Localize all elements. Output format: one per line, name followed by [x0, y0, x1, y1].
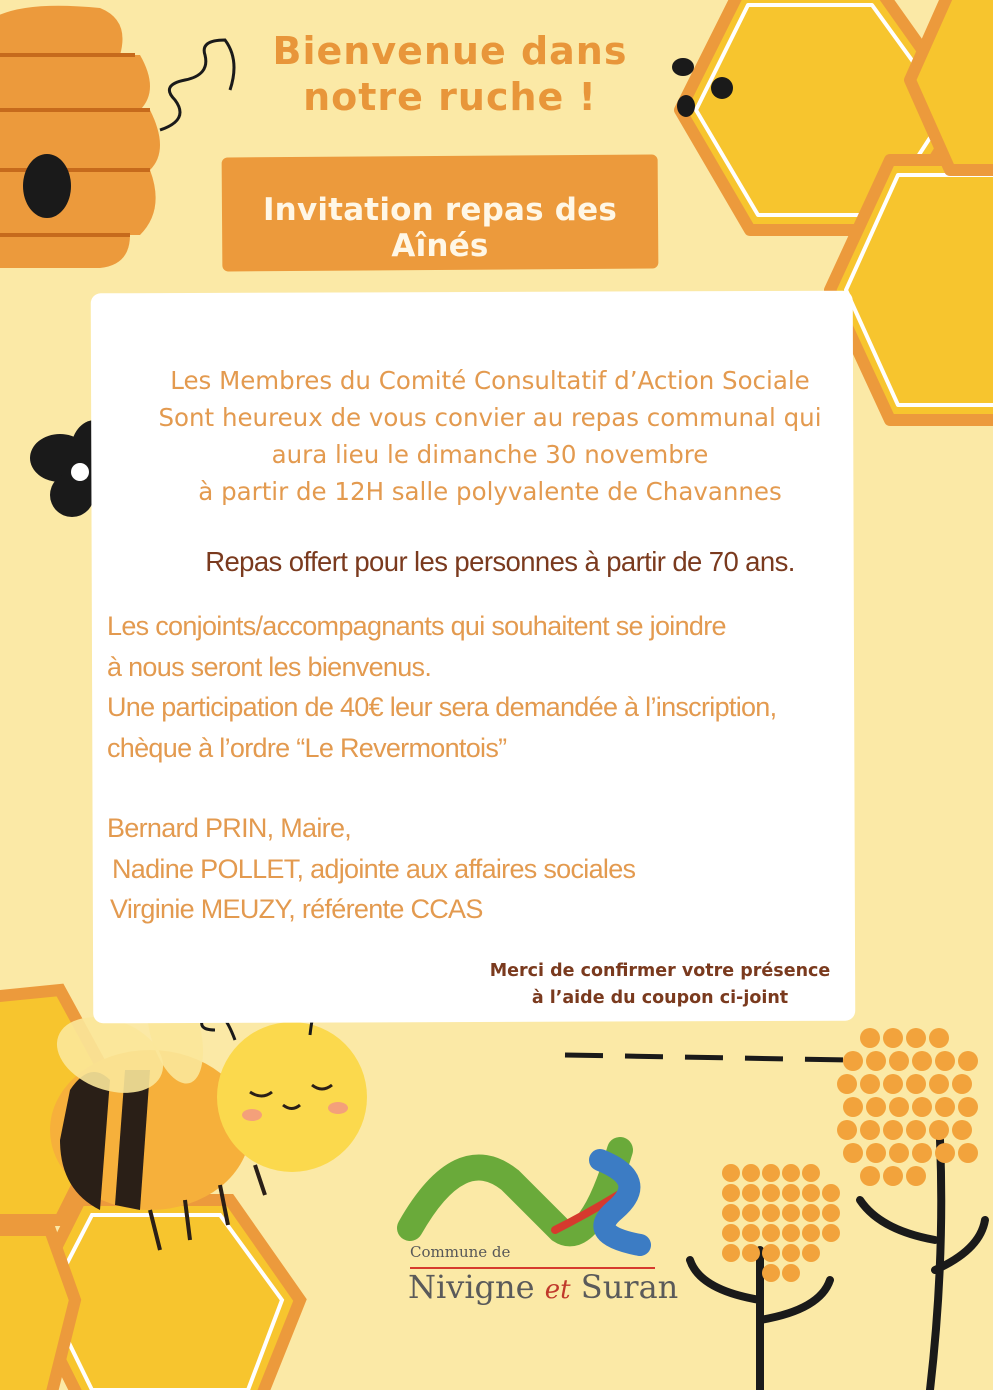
confirm-line: Merci de confirmer votre présence [489, 961, 831, 981]
flower-dot [762, 1244, 780, 1262]
flower-dot [860, 1028, 880, 1048]
flower-dot [802, 1204, 820, 1222]
flower-dot [958, 1097, 978, 1117]
flower-dot [912, 1051, 932, 1071]
flower-dot [762, 1164, 780, 1182]
flower-dot [883, 1120, 903, 1140]
flower-dot [822, 1184, 840, 1202]
flower-dot [860, 1166, 880, 1186]
flower-dot [958, 1143, 978, 1163]
flower-dot [722, 1164, 740, 1182]
flower-dot [837, 1074, 857, 1094]
flower-dot [860, 1074, 880, 1094]
flower-dot [843, 1143, 863, 1163]
flower-dot [906, 1166, 926, 1186]
flower-dot [742, 1164, 760, 1182]
flower-dot [883, 1028, 903, 1048]
guest-line: Les conjoints/accompagnants qui souhaitent se joindre [107, 611, 726, 641]
flower-dot [762, 1184, 780, 1202]
flower-dot [958, 1051, 978, 1071]
signature-line: Nadine POLLET, adjointe aux affaires sociales [112, 853, 636, 884]
signature-line: Virginie MEUZY, référente CCAS [110, 894, 483, 924]
flower-dot [762, 1224, 780, 1242]
flower-dot [722, 1244, 740, 1262]
flower-dot [906, 1120, 926, 1140]
beehive-icon [0, 6, 234, 268]
flower-dot [935, 1097, 955, 1117]
flower-dot [722, 1224, 740, 1242]
flower-dot [802, 1164, 820, 1182]
guest-line: chèque à l’ordre “Le Revermontois” [107, 732, 507, 763]
flower-dot [912, 1143, 932, 1163]
flower-dot [889, 1051, 909, 1071]
flower-dot [860, 1120, 880, 1140]
flower-dot [822, 1224, 840, 1242]
flower-dot [866, 1051, 886, 1071]
flower-dot [912, 1097, 932, 1117]
flower-dot [929, 1028, 949, 1048]
intro-paragraph [110, 362, 870, 510]
flower-dot [889, 1097, 909, 1117]
flower-dot [935, 1143, 955, 1163]
flower-dot [883, 1074, 903, 1094]
logo-name-part1: Nivigne [408, 1268, 535, 1306]
confirm-line: à l’aide du coupon ci-joint [531, 988, 789, 1008]
flower-dot [802, 1244, 820, 1262]
welcome-title [230, 28, 670, 120]
flower-dot [837, 1120, 857, 1140]
flower-dot [722, 1184, 740, 1202]
flower-dot [952, 1074, 972, 1094]
invitation-banner-text: Invitation repas des Aînés [262, 192, 618, 264]
flower-dot [742, 1184, 760, 1202]
offer-text: Repas offert pour les personnes à partir de 70 ans. [205, 546, 795, 577]
logo-name-part2: Suran [580, 1268, 679, 1306]
flower-dot [935, 1051, 955, 1071]
flower-dot [929, 1074, 949, 1094]
signature-block [107, 808, 867, 930]
title-line-2: notre ruche ! [303, 75, 597, 119]
flower-dot [883, 1166, 903, 1186]
flower-dot [782, 1204, 800, 1222]
flower-dot [929, 1120, 949, 1140]
flower-dot [866, 1143, 886, 1163]
flower-dot [782, 1164, 800, 1182]
flower-dot [802, 1224, 820, 1242]
flight-trail-icon [565, 1055, 850, 1060]
intro-line: à partir de 12H salle polyvalente de Chavannes [198, 477, 782, 506]
flower-dot [822, 1204, 840, 1222]
flower-dot [782, 1224, 800, 1242]
flower-dot [906, 1074, 926, 1094]
flower-dot [843, 1097, 863, 1117]
flower-dot [843, 1051, 863, 1071]
flower-dot [866, 1097, 886, 1117]
flower-dot [762, 1204, 780, 1222]
flower-dot [952, 1120, 972, 1140]
flower-dot [889, 1143, 909, 1163]
flower-dot [722, 1204, 740, 1222]
flower-dot [782, 1244, 800, 1262]
guest-line: à nous seront les bienvenus. [107, 651, 432, 682]
flower-dot [782, 1184, 800, 1202]
flower-dot [802, 1184, 820, 1202]
flower-dot [742, 1204, 760, 1222]
intro-line: Sont heureux de vous convier au repas communal qui [158, 403, 822, 432]
confirm-note [470, 958, 850, 1012]
flower-icon [690, 1028, 985, 1390]
guest-paragraph [107, 606, 867, 768]
flower-dot [762, 1264, 780, 1282]
logo-name-et: et [544, 1275, 571, 1305]
signature-line: Bernard PRIN, Maire, [107, 813, 352, 843]
intro-line: aura lieu le dimanche 30 novembre [271, 440, 709, 469]
flower-dot [742, 1224, 760, 1242]
intro-line: Les Membres du Comité Consultatif d’Action Sociale [170, 366, 810, 395]
flower-dot [742, 1244, 760, 1262]
title-line-1: Bienvenue dans [272, 29, 628, 73]
guest-line: Une participation de 40€ leur sera demandée à l’inscription, [107, 692, 777, 722]
logo-small-text: Commune de [410, 1243, 511, 1261]
flower-dot [782, 1264, 800, 1282]
flower-dot [906, 1028, 926, 1048]
logo-name [408, 1268, 678, 1306]
